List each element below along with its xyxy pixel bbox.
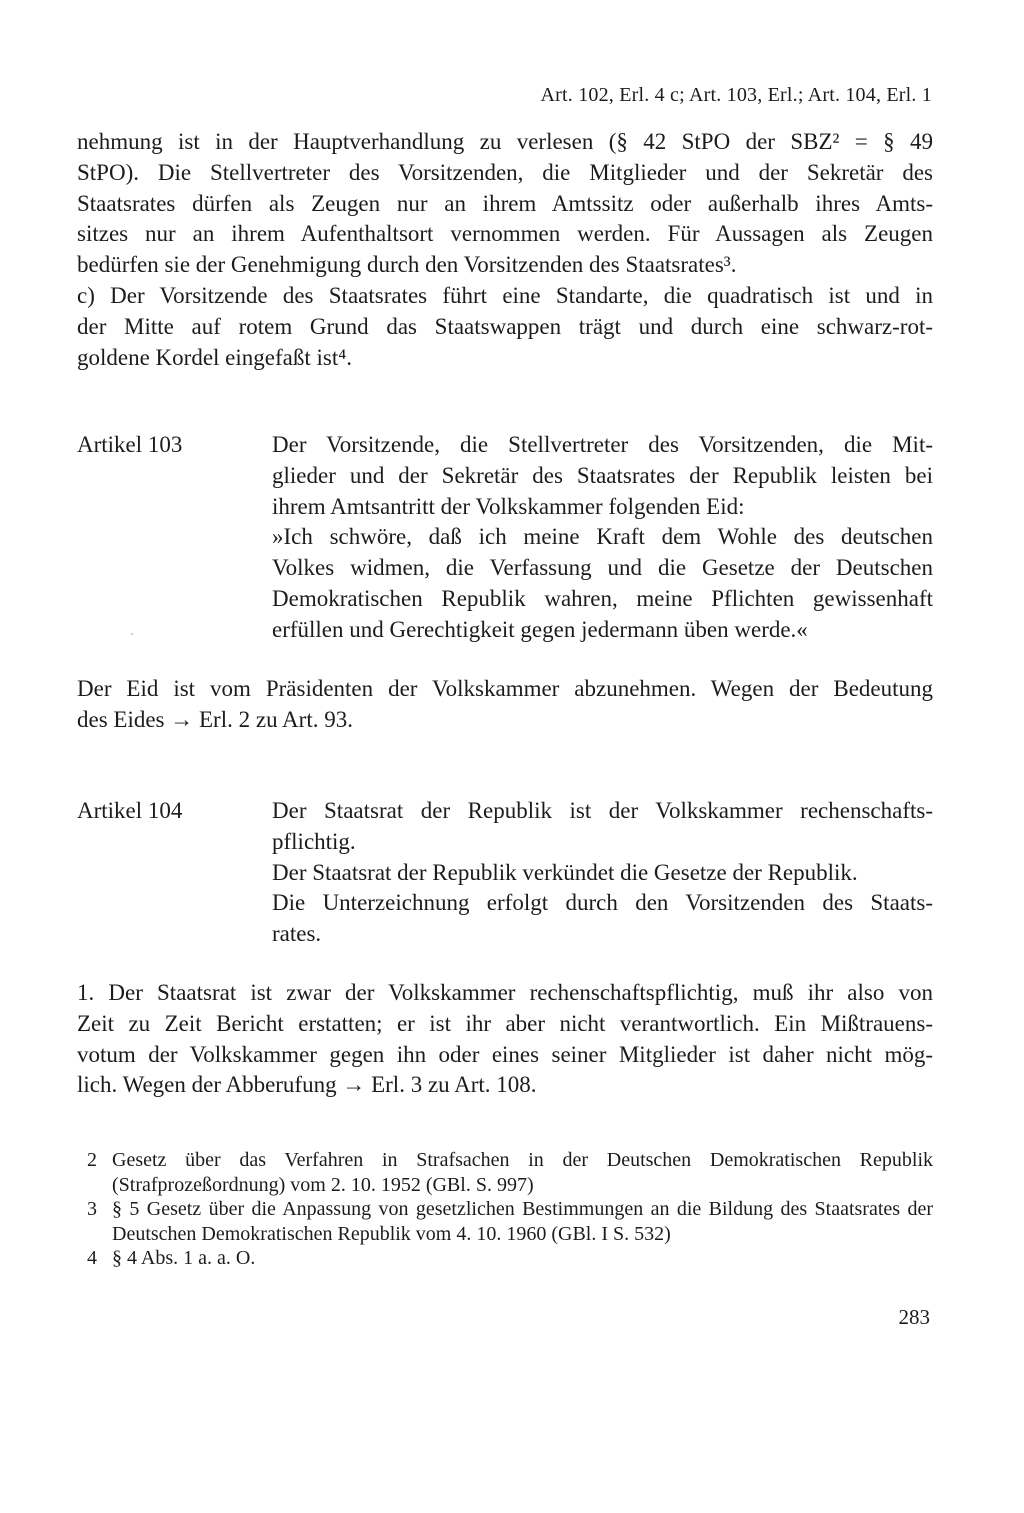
running-header: Art. 102, Erl. 4 c; Art. 103, Erl.; Art. 104, Erl. 1	[540, 84, 932, 106]
footnote-number: 4	[87, 1247, 97, 1269]
text-line: der Mitte auf rotem Grund das Staatswappen trägt und durch eine schwarz-rot-	[77, 313, 933, 339]
text-line: Volkes widmen, die Verfassung und die Gesetze der Deutschen	[272, 555, 933, 581]
text-line: votum der Volkskammer gegen ihn oder eines seiner Mitglieder ist daher nicht mög-	[77, 1041, 933, 1067]
text-line: Zeit zu Zeit Bericht erstatten; er ist ihr aber nicht verantwortlich. Ein Mißtrauens-	[77, 1010, 933, 1036]
text-line: Die Unterzeichnung erfolgt durch den Vorsitzenden des Staats-	[272, 890, 933, 916]
footnotes	[87, 1148, 933, 1271]
article-103-body	[272, 430, 933, 646]
text-line: bedürfen sie der Genehmigung durch den Vorsitzenden des Staatsrates³.	[77, 252, 737, 278]
text-line: »Ich schwöre, daß ich meine Kraft dem Wohle des deutschen	[272, 524, 933, 550]
scan-dot	[131, 633, 133, 635]
footnote-text: Gesetz über das Verfahren in Strafsachen in der Deutschen Demokratischen Republik (Strafprozeßordnung) vom 2. 10. 1952 (GBl. S. 997)	[112, 1149, 933, 1196]
text-line: glieder und der Sekretär des Staatsrates der Republik leisten bei	[272, 462, 933, 488]
text-line: Der Staatsrat der Republik ist der Volkskammer rechenschafts-	[272, 798, 933, 823]
article-104-label: Artikel 104	[77, 798, 183, 823]
text-line: 1. Der Staatsrat ist zwar der Volkskammer rechenschaftspflichtig, muß ihr also von	[77, 980, 933, 1005]
text-line: des Eides → Erl. 2 zu Art. 93.	[77, 706, 353, 732]
footnote-number: 2	[87, 1149, 97, 1171]
article-103-explanation	[77, 674, 933, 736]
text-line: sitzes nur an ihrem Aufenthaltsort vernommen werden. Für Aussagen als Zeugen	[77, 221, 933, 247]
article-104-note-1	[77, 978, 933, 1101]
footnote	[87, 1197, 933, 1246]
text-line: c) Der Vorsitzende des Staatsrates führt eine Standarte, die quadratisch ist und in	[77, 282, 933, 308]
footnote-text: § 4 Abs. 1 a. a. O.	[112, 1247, 256, 1269]
text-line: Der Vorsitzende, die Stellvertreter des Vorsitzenden, die Mit-	[272, 432, 933, 457]
text-line: erfüllen und Gerechtigkeit gegen jedermann üben werde.«	[272, 616, 808, 642]
text-line: lich. Wegen der Abberufung → Erl. 3 zu Art. 108.	[77, 1072, 537, 1098]
text-line: Staatsrates dürfen als Zeugen nur an ihrem Amtssitz oder außerhalb ihres Amts-	[77, 190, 933, 216]
text-line: ihrem Amtsantritt der Volkskammer folgenden Eid:	[272, 493, 745, 519]
footnote	[87, 1148, 933, 1197]
article-104-body	[272, 796, 933, 950]
text-line: rates.	[272, 921, 322, 947]
text-line: nehmung ist in der Hauptverhandlung zu verlesen (§ 42 StPO der SBZ² = § 49	[77, 129, 933, 154]
footnote-text: § 5 Gesetz über die Anpassung von gesetzlichen Bestimmungen an die Bildung des Staatsrates der Deutschen Demokratischen Republik vom 4. 10. 1960 (GBl. I S. 532)	[112, 1198, 933, 1245]
page-number: 283	[898, 1305, 930, 1329]
text-line: pflichtig.	[272, 828, 356, 854]
text-line: Demokratischen Republik wahren, meine Pflichten gewissenhaft	[272, 585, 933, 611]
footnote-number: 3	[87, 1198, 97, 1220]
text-line: goldene Kordel eingefaßt ist⁴.	[77, 344, 352, 370]
footnote	[87, 1246, 933, 1271]
text-line: Der Eid ist vom Präsidenten der Volkskammer abzunehmen. Wegen der Bedeutung	[77, 676, 933, 701]
text-line: Der Staatsrat der Republik verkündet die Gesetze der Republik.	[272, 859, 858, 885]
article-103-label: Artikel 103	[77, 432, 183, 457]
intro-paragraph	[77, 127, 933, 373]
text-line: StPO). Die Stellvertreter des Vorsitzenden, die Mitglieder und der Sekretär des	[77, 159, 933, 185]
